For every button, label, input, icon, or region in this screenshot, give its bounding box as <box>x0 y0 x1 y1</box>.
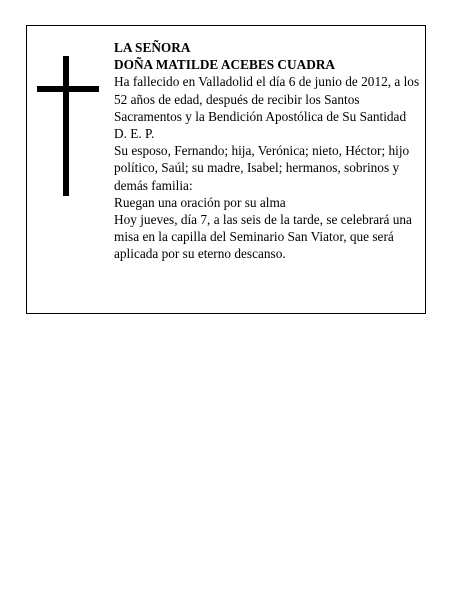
prayer-request: Ruegan una oración por su alma <box>114 194 286 210</box>
deceased-name: DOÑA MATILDE ACEBES CUADRA <box>114 57 336 73</box>
cross-vertical-bar <box>63 56 69 196</box>
cross-horizontal-bar <box>37 86 99 92</box>
notice-text <box>114 39 422 263</box>
death-announcement: Ha fallecido en Valladolid el día 6 de junio de 2012, a los 52 años de edad, después de recibir los Santos Sacramentos y la Bendición Apostólica de Su Santidad D. E. P. <box>114 74 420 142</box>
mass-announcement: Hoy jueves, día 7, a las seis de la tarde, se celebrará una misa en la capilla del Seminario San Viator, que será aplicada por su eterno descanso. <box>114 212 412 262</box>
notice-title: LA SEÑORA <box>114 40 191 55</box>
cross-icon <box>37 56 99 196</box>
family-list: Su esposo, Fernando; hija, Verónica; nieto, Héctor; hijo político, Saúl; su madre, Isabel; hermanos, sobrinos y demás familia: <box>114 143 410 193</box>
obituary-notice <box>26 25 426 314</box>
